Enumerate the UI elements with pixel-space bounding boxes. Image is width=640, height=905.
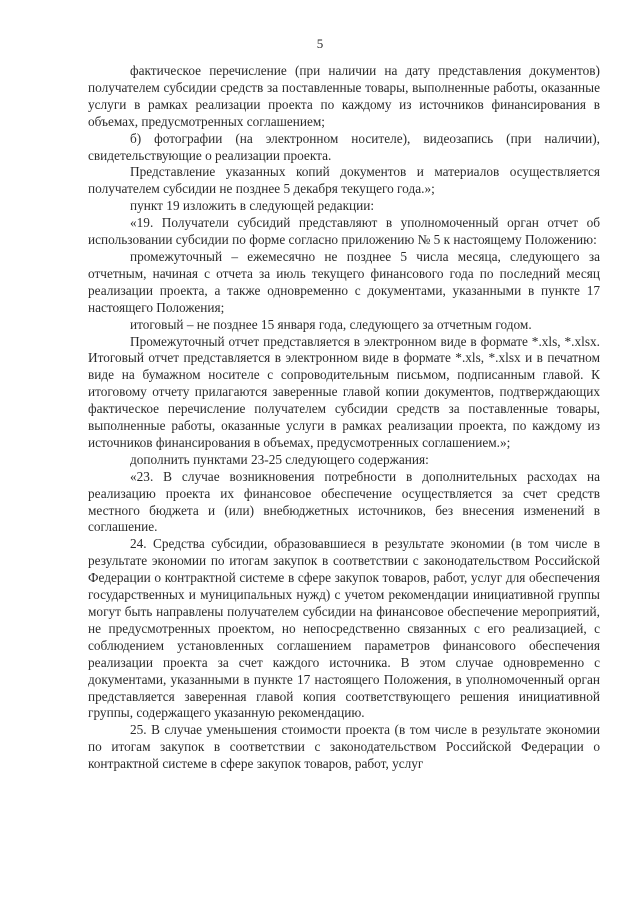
document-body (88, 63, 600, 773)
paragraph: фактическое перечисление (при наличии на дату представления документов) получателем субсидии средств за поставленные товары, выполненные работы, оказанные услуги в рамках реализации проекта по каждому из источников финансирования в объемах, предусмотренных соглашением; (88, 63, 600, 129)
paragraph: «23. В случае возникновения потребности в дополнительных расходах на реализацию проекта их финансовое обеспечение осуществляется за счет средств местного бюджета и (или) внебюджетных источников, без внесения изменений в соглашение. (88, 468, 600, 535)
paragraph: пункт 19 изложить в следующей редакции: (130, 198, 375, 214)
paragraph: 25. В случае уменьшения стоимости проекта (в том числе в результате экономии по итогам закупок в соответствии с законодательством Российской Федерации о контрактной системе в сфере закупок товаров, работ, услуг (88, 722, 600, 772)
paragraph: б) фотографии (на электронном носителе), видеозапись (при наличии), свидетельствующие о реализации проекта. (88, 130, 600, 163)
paragraph: «19. Получатели субсидий представляют в уполномоченный орган отчет об использовании субсидии по форме согласно приложению № 5 к настоящему Положению: (88, 215, 600, 248)
paragraph: дополнить пунктами 23-25 следующего содержания: (130, 451, 429, 467)
paragraph: 24. Средства субсидии, образовавшиеся в результате экономии (в том числе в результате экономии по итогам закупок в соответствии с законодательством Российской Федерации о контрактной системе в сфере закупок товаров, работ, услуг для обеспечения государственных и муниципальных нужд) с учетом рекомендации инициативной группы могут быть направлены получателем субсидии на финансовое обеспечение мероприятий, не предусмотренных проектом, но непосредственно связанных с его реализацией, с соблюдением установленных соглашением параметров финансового обеспечения реализации проекта за счет каждого источника. В этом случае одновременно с документами, указанными в пункте 17 настоящего Положения, в уполномоченный орган представляется заверенная главой копия соответствующего решения инициативной группы, содержащего указанную рекомендацию. (88, 536, 600, 721)
page-number: 5 (316, 36, 324, 51)
paragraph: итоговый – не позднее 15 января года, следующего за отчетным годом. (130, 316, 532, 332)
paragraph: Представление указанных копий документов и материалов осуществляется получателем субсидии не позднее 5 декабря текущего года.»; (88, 164, 600, 197)
paragraph: Промежуточный отчет представляется в электронном виде в формате *.xls, *.xlsx. Итоговый отчет представляется в электронном виде в формате *.xls, *.xlsx и в печатном виде на бумажном носителе с сопроводительным письмом, подписанным главой. К итоговому отчету прилагаются заверенные главой копии документов, подтверждающих фактическое перечисление получателем субсидии средств за поставленные товары, выполненные работы, оказанные услуги в рамках реализации проекта, по каждому из источников финансирования в объемах, предусмотренных соглашением.»; (88, 333, 600, 450)
paragraph: промежуточный – ежемесячно не позднее 5 числа месяца, следующего за отчетным, начиная с отчета за июль текущего финансового года по последний месяц реализации проекта, а также одновременно с документами, указанными в пункте 17 настоящего Положения; (88, 248, 600, 315)
